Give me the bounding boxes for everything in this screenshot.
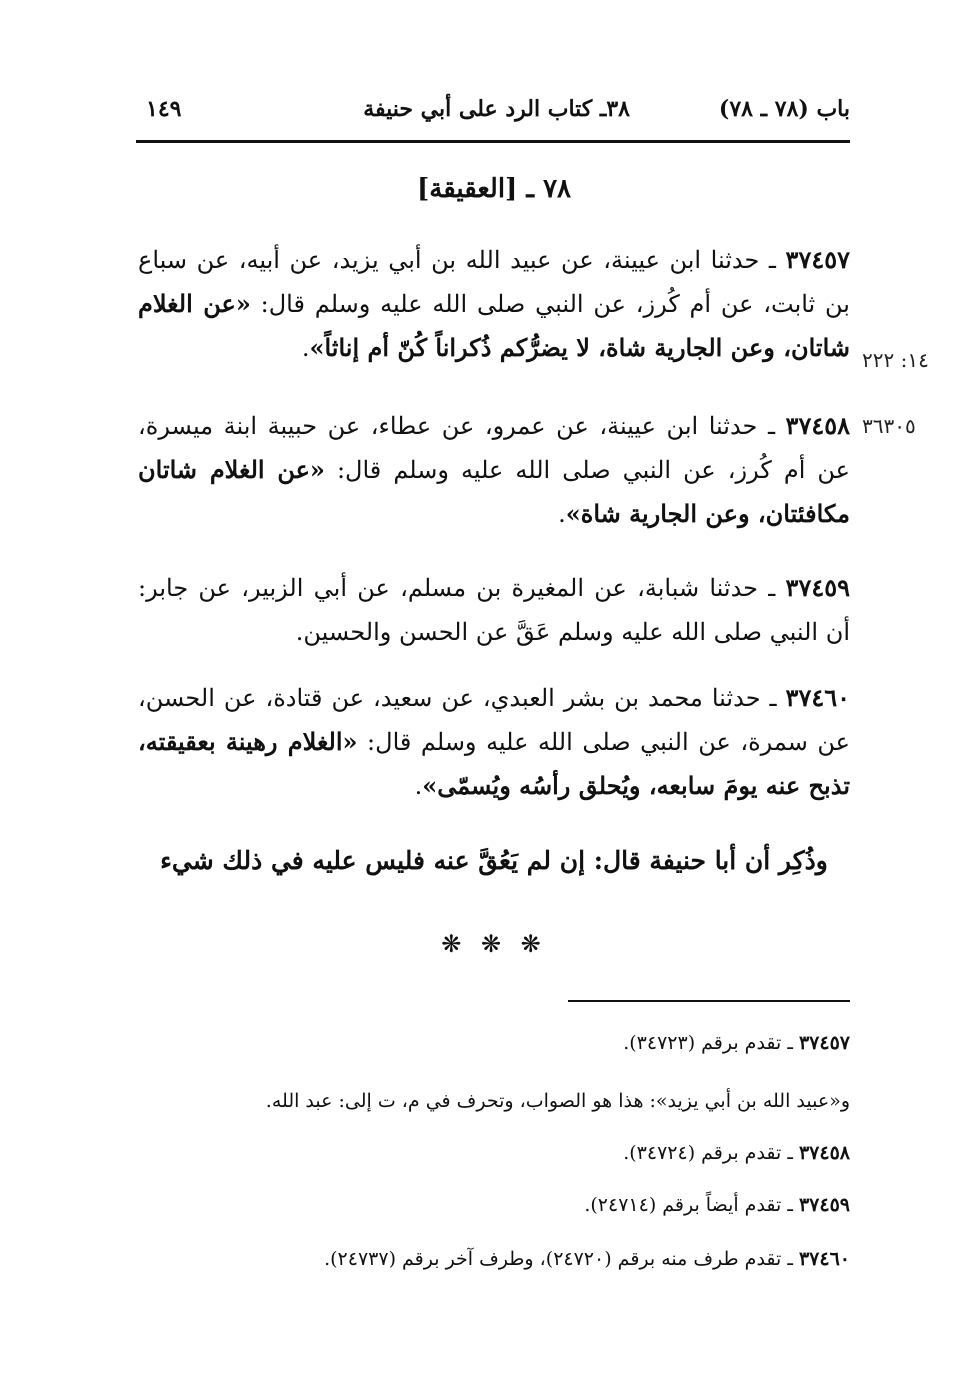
hadith-text: ـ حدثنا ابن عيينة، عن عبيد الله بن أبي يزيد، عن أبيه، عن سباع بن ثابت، عن أم كُرز، عن النبي صلى الله عليه وسلم قال: (138, 246, 850, 318)
footnote-text: و«عبيد الله بن أبي يزيد»: هذا هو الصواب، وتحرف في م، ت إلى: عبد الله. (265, 1090, 850, 1112)
hadith-end: . (301, 334, 310, 362)
footnote-text: ـ تقدم برقم (٣٤٧٢٤). (623, 1142, 799, 1164)
footnote-text: ـ تقدم برقم (٣٤٧٢٣). (623, 1032, 799, 1054)
footnote-text: ـ تقدم أيضاً برقم (٢٤٧١٤). (584, 1194, 799, 1216)
footnote-number: ٣٧٤٥٧ (798, 1032, 850, 1054)
footnote-number: ٣٧٤٦٠ (798, 1248, 850, 1270)
running-header (138, 92, 850, 136)
hadith-text: ـ حدثنا شبابة، عن المغيرة بن مسلم، عن أبي الزبير، عن جابر: أن النبي صلى الله عليه وسلم عَقَّ عن الحسن والحسين. (138, 574, 850, 646)
header-book-title: ٣٨ـ كتاب الرد على أبي حنيفة (363, 96, 630, 122)
hadith-quote: «عن الغلام شاتان مكافئتان، وعن الجارية شاة» (138, 455, 850, 528)
header-divider (136, 140, 850, 143)
hadith-paragraph (138, 238, 850, 370)
hadith-paragraph (138, 566, 850, 654)
margin-reference: ٣٦٣٠٥ (862, 414, 916, 438)
hadith-number: ٣٧٤٦٠ (785, 683, 850, 712)
hadith-number: ٣٧٤٥٧ (785, 245, 850, 274)
footnote-number: ٣٧٤٥٨ (798, 1142, 850, 1164)
author-statement: وذُكِر أن أبا حنيفة قال: إن لم يَعُقَّ عنه فليس عليه في ذلك شيء (160, 846, 828, 875)
section-separator: ❋ ❋ ❋ (441, 930, 547, 958)
hadith-end: . (558, 500, 566, 528)
hadith-text: ـ حدثنا ابن عيينة، عن عمرو، عن عطاء، عن حبيبة ابنة ميسرة، عن أم كُرز، عن النبي صلى الله عليه وسلم قال: (138, 412, 851, 484)
hadith-quote: «الغلام رهينة بعقيقته، تذبح عنه يومَ سابعه، ويُحلق رأسُه ويُسمّى» (138, 727, 850, 800)
hadith-text: ـ حدثنا محمد بن بشر العبدي، عن سعيد، عن قتادة، عن الحسن، عن سمرة، عن النبي صلى الله عليه وسلم قال: (138, 684, 851, 756)
margin-reference: ١٤: ٢٢٢ (862, 348, 929, 372)
page-number: ١٤٩ (146, 96, 182, 122)
section-title: ٧٨ ـ [العقيقة] (416, 174, 572, 204)
hadith-paragraph (138, 676, 850, 808)
footnote (138, 1194, 850, 1216)
hadith-number: ٣٧٤٥٨ (785, 411, 850, 440)
hadith-end: . (414, 772, 423, 800)
footnote-number: ٣٧٤٥٩ (798, 1194, 850, 1216)
footnote (138, 1248, 850, 1270)
footnote (138, 1032, 850, 1054)
footnote (138, 1090, 850, 1112)
hadith-paragraph (138, 404, 850, 536)
header-chapter: باب (٧٨ ـ ٧٨) (718, 96, 850, 122)
footnote-divider (568, 1000, 850, 1002)
hadith-quote: «عن الغلام شاتان، وعن الجارية شاة، لا يضرُّكم ذُكراناً كُنّ أم إناثاً» (138, 289, 850, 362)
footnote (138, 1142, 850, 1164)
footnote-text: ـ تقدم طرف منه برقم (٢٤٧٢٠)، وطرف آخر برقم (٢٤٧٣٧). (324, 1248, 799, 1270)
hadith-number: ٣٧٤٥٩ (785, 573, 850, 602)
